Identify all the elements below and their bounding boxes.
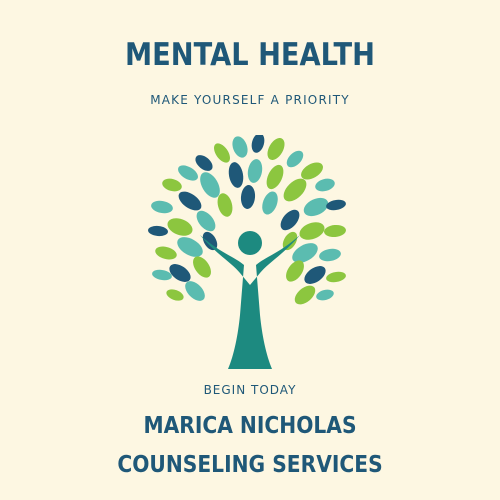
provider-name: MARICA NICHOLAS	[143, 413, 357, 439]
poster-subtitle: MAKE YOURSELF A PRIORITY	[150, 93, 350, 107]
person-trunk	[200, 231, 300, 369]
tree-person-icon	[140, 135, 360, 375]
call-to-action: BEGIN TODAY	[203, 383, 297, 397]
provider-service: COUNSELING SERVICES	[117, 452, 383, 478]
poster-title: MENTAL HEALTH	[124, 37, 375, 73]
